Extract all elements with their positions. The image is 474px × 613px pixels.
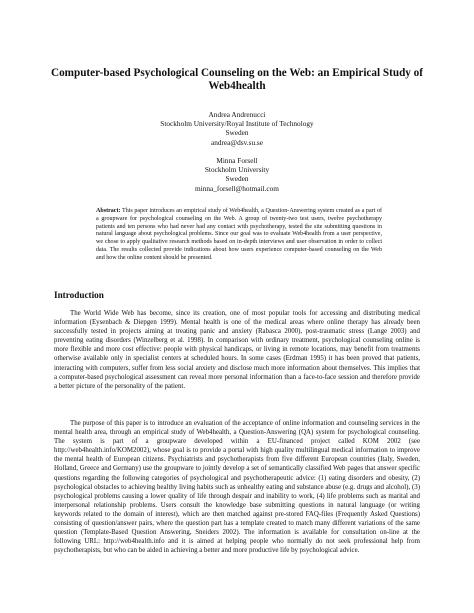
author-name: Andrea Andrenucci: [208, 110, 266, 119]
section-heading-introduction: Introduction: [54, 290, 104, 300]
author-name: Minna Forsell: [216, 156, 258, 165]
author-block: [80, 156, 394, 193]
author-email: andrea@dsv.su.se: [210, 137, 264, 147]
author-email: minna_forsell@hotmail.com: [195, 183, 279, 193]
author-country: Sweden: [225, 128, 249, 138]
author-affiliation: Stockholm University/Royal Institute of Technology: [160, 119, 314, 129]
paper-title: Computer-based Psychological Counseling on the Web: an Empirical Study of Web4health: [50, 67, 424, 93]
body-paragraph: The purpose of this paper is to introduce an evaluation of the acceptance of online information and counseling services in the mental health area, through an empirical study of Web4health, a Question-Answering (QA) system for psychological counseling. The system is part of a groupware developed within a EU-financed project called KOM 2002 (see http://web4health.info/KOM2002), whose goal is to provide a portal with high quality multilingual medical information to improve the mental health of European citizens. Psychiatrists and psychotherapists from five different European countries (Italy, Sweden, Holland, Greece and Germany) use the groupware to jointly develop a set of semantically classified Web pages that answer specific questions regarding the following categories of psychological and psychotherapeutic advice: (1) eating disorders and obesity, (2) psychological obstacles to achieving healthy living habits such as unhealthy eating and substance abuse (e.g. drugs and alcohol), (3) psychological problems causing a lower quality of life through despair and inability to work, (4) life problems such as marital and interpersonal relationship problems. Users consult the knowledge base submitting questions in natural language (or writing keywords related to the domain of interest), which are then matched against pre-stored FAQ-files (Frequently Asked Questions) consisting of question/answer pairs, where the question part has a template created to match many different variations of the same question (Template-Based Question Answering, Sneiders 2002). The information is available for consultation on-line at the following URL: http://web4health.info and it is aimed at helping people who normally do not seek professional help from psychotherapists, but who can be aided in achieving a better and more productive life by psychological advice.: [54, 420, 420, 555]
author-country: Sweden: [225, 174, 249, 184]
body-paragraph: The World Wide Web has become, since its creation, one of most popular tools for accessing and distributing medical information (Eysenbach & Diepgen 1999). Mental health is one of the medical areas where online therapy has already been successfully tested in projects aiming at treating panic and anxiety (Rabasca 2000), post-traumatic stress (Lange 2003) and preventing eating disorders (Winzelberg et al. 1998). In comparison with ordinary treatment, psychological counseling online is more flexible and more cost effective: people with physical handicaps, or living in remote locations, may benefit from treatments otherwise available only in specialist centers at scheduled hours. In some cases (Erdman 1995) it has been proved that patients, interacting with computers, suffer from less social anxiety and disclose much more information about themselves. This implies that a computer-based psychological assessment can reveal more personal information than a face-to-face session and therefore provide a better picture of the personality of the patient.: [54, 310, 420, 390]
author-affiliation: Stockholm University: [204, 165, 270, 175]
author-block: [80, 110, 394, 147]
abstract-label: Abstract:: [96, 208, 121, 214]
abstract: [96, 208, 382, 262]
abstract-text: This paper introduces an empirical study of Web4health, a Question-Answering system created as a part of a groupware for psychological counseling on the Web. A group of twenty-two test users, twelve psychotherapy patients and ten persons who had never had any contact with psychotherapy, tested the site submitting questions in natural language about psychological problems. Since our goal was to evaluate Web4health from a user perspective, we chose to apply qualitative research methods based on in-depth interviews and user observation in order to collect data. The results collected provide indications about how users experience computer-based counseling on the Web and how the online content should be presented.: [96, 208, 382, 261]
